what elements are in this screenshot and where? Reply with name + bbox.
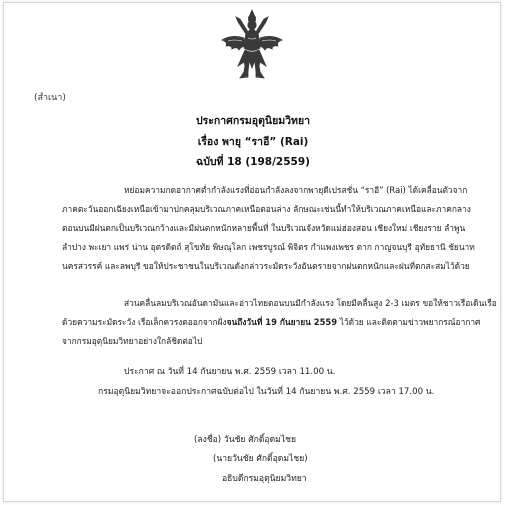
paragraph-storm-status xyxy=(62,181,475,276)
signatory-title: อธิบดีกรมอุตุนิยมวิทยา xyxy=(222,474,307,484)
paragraph-line: จากกรมอุตุนิยมวิทยาอย่างใกล้ชิดต่อไป xyxy=(62,336,203,346)
paragraph-line: นครสวรรค์ และลพบุรี ขอให้ประชาชนในบริเวณดังกล่าวระมัดระวังอันตรายจากฝนตกหนักและฝนที่ตกสะสมไว้ด้วย xyxy=(62,261,470,271)
paragraph-sea-warning xyxy=(62,294,497,351)
storm-name: “ราอี” (Rai) xyxy=(244,136,309,148)
paragraph-line xyxy=(62,313,481,332)
signatory-name: (นายวันชัย ศักดิ์อุดมไชย) xyxy=(213,454,308,464)
paragraph-line: หย่อมความกดอากาศต่ำกำลังแรงที่อ่อนกำลังลงจากพายุดีเปรสชั่น “ราอี” (Rai) ได้เคลื่อนตัวจาก xyxy=(124,185,468,195)
announcement-agency: ประกาศกรมอุตุนิยมวิทยา xyxy=(195,115,311,127)
paragraph-line: ส่วนคลื่นลมบริเวณอันดามันและอ่าวไทยตอนบนมีกำลังแรง โดยมีคลื่นสูง 2-3 เมตร ขอให้ชาวเรือเดินเรือ xyxy=(124,298,497,308)
garuda-emblem-icon xyxy=(218,8,286,80)
announcement-issue: ฉบับที่ 18 (198/2559) xyxy=(196,156,310,168)
paragraph-line: ตอนบนมีฝนตกเป็นบริเวณกว้างและมีฝนตกหนักหลายพื้นที่ ในบริเวณจังหวัดแม่ฮ่องสอน เชียงใหม่ เชียงราย ลำพูน xyxy=(62,223,466,233)
announcement-date: ประกาศ ณ วันที่ 14 กันยายน พ.ศ. 2559 เวลา 11.00 น. xyxy=(124,367,336,377)
sea-warning-text: ด้วยความระมัดระวัง เรือเล็กควรงดออกจากฝั่ง xyxy=(62,317,227,327)
announcement-subject xyxy=(0,133,506,150)
paragraph-line: ภาคตะวันออกเฉียงเหนือเข้ามาปกคลุมบริเวณภาคเหนือตอนล่าง ลักษณะเช่นนี้ทำให้บริเวณภาคเหนือและภาคกลาง xyxy=(62,204,471,214)
sea-warning-text: ไว้ด้วย และติดตามข่าวพยากรณ์อากาศ xyxy=(337,317,481,327)
subject-prefix: เรื่อง พายุ xyxy=(197,136,241,148)
paragraph-line: ลำปาง พะเยา แพร่ น่าน อุตรดิตถ์ สุโขทัย พิษณุโลก เพชรบูรณ์ พิจิตร กำแพงเพชร ตาก กาญจนบุรี อุทัยธานี ชัยนาท xyxy=(62,242,475,252)
next-announcement: กรมอุตุนิยมวิทยาจะออกประกาศฉบับต่อไป ในวันที่ 14 กันยายน พ.ศ. 2559 เวลา 17.00 น. xyxy=(98,387,435,397)
signature-signed: (ลงชื่อ) วันชัย ศักดิ์อุดมไชย xyxy=(194,435,297,445)
copy-mark: (สำเนา) xyxy=(34,93,66,103)
warning-date-emphasis: จนถึงวันที่ 19 กันยายน 2559 xyxy=(226,317,338,327)
